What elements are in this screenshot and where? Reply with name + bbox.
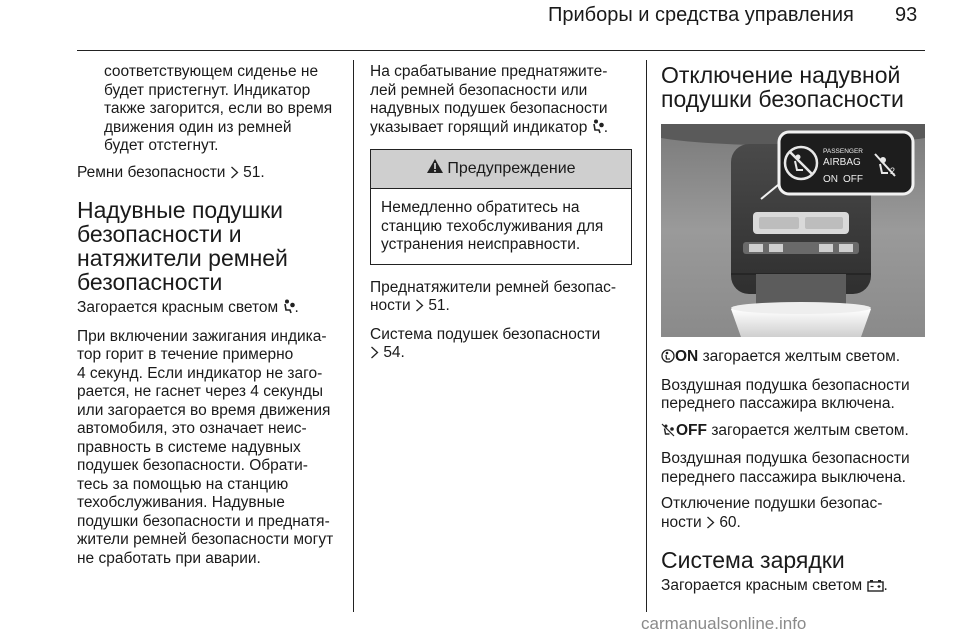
airbag-warning-icon: [283, 299, 295, 320]
section-heading-charging: Система зарядки: [661, 547, 845, 573]
warning-triangle-icon: [426, 158, 444, 180]
pretensioners-reference: Преднатяжители ремней безопас- ности 51.: [370, 279, 632, 318]
airbag-on-description: Воздушная подушка безопасности переднего пассажира включена.: [661, 376, 910, 412]
airbag-indicator-photo: [661, 124, 925, 337]
airbag-on-icon: [661, 349, 675, 369]
photo-label-off: OFF: [843, 174, 863, 185]
page-ref-arrow-icon: [415, 299, 424, 318]
page-link[interactable]: 60.: [719, 513, 741, 531]
pretensioner-intro: На срабатывание преднатяжите- лей ремней безопасности или надувных подушек безопасности указывает горящий индикатор .: [370, 63, 632, 139]
battery-icon: [867, 579, 884, 598]
right-heading-block: [661, 63, 931, 116]
page-ref-arrow-icon: [370, 346, 379, 365]
section-heading-deactivation: Отключение надувной подушки безопасности: [661, 62, 904, 112]
page-link[interactable]: 54.: [383, 344, 405, 361]
belts-reference: Ремни безопасности 51.: [77, 164, 343, 185]
photo-label-passenger: PASSENGER: [823, 148, 863, 155]
page-number: 93: [895, 4, 918, 26]
right-column: [661, 348, 937, 606]
photo-label-on: ON: [823, 174, 838, 185]
column-divider-left: [353, 60, 354, 612]
charging-indicator-line: Загорается красным светом .: [661, 577, 937, 598]
section-heading-airbags: Надувные подушки безопасности и натяжители ремней безопасности: [77, 197, 288, 295]
airbag-off-line: OFF загорается желтым светом.: [661, 422, 937, 443]
column-divider-right: [646, 60, 647, 612]
deactivation-reference: Отключение подушки безопас- ности 60.: [661, 495, 937, 534]
page-link[interactable]: 51.: [243, 163, 265, 181]
svg-text:2: 2: [890, 166, 896, 176]
continued-paragraph: соответствующем сиденье не будет пристегнут. Индикатор также загорится, если во время движения один из ремней будет отстегнут.: [104, 63, 333, 154]
page-link[interactable]: 51.: [428, 297, 450, 314]
warning-title: Предупреждение: [447, 159, 576, 177]
left-column: [77, 63, 343, 576]
page-header-title: Приборы и средства управления: [548, 4, 854, 26]
warning-body: Немедленно обратитесь на станцию техобслуживания для устранения неисправности.: [381, 199, 604, 253]
warning-box: [370, 149, 632, 265]
red-indicator-line: Загорается красным светом .: [77, 299, 343, 320]
airbag-off-icon: [661, 423, 676, 443]
warning-header: [371, 150, 631, 189]
page-ref-arrow-icon: [230, 166, 239, 185]
photo-label-airbag: AIRBAG: [823, 157, 861, 168]
airbag-system-reference: Система подушек безопасности 54.: [370, 326, 632, 365]
airbag-warning-icon: [592, 119, 604, 140]
page-ref-arrow-icon: [706, 516, 715, 535]
airbag-off-description: Воздушная подушка безопасности переднего пассажира выключена.: [661, 450, 910, 486]
watermark: carmanualsonline.info: [641, 614, 807, 633]
airbag-on-line: ON загорается желтым светом.: [661, 348, 937, 369]
header-rule: [77, 50, 925, 51]
middle-column: [370, 63, 632, 373]
airbag-info-paragraph: При включении зажигания индика- тор горит в течение примерно 4 секунд. Если индикатор не заго- рается, не гаснет через 4 секунды или загорается во время движения автомобиля, это означает неис- правность в системе надувных подушек безопасности. Обрати- тесь за помощью на станцию техобслуживания. Надувные подушки безопасности и преднатя- жители ремней безопасности могут не сработать при аварии.: [77, 327, 334, 567]
